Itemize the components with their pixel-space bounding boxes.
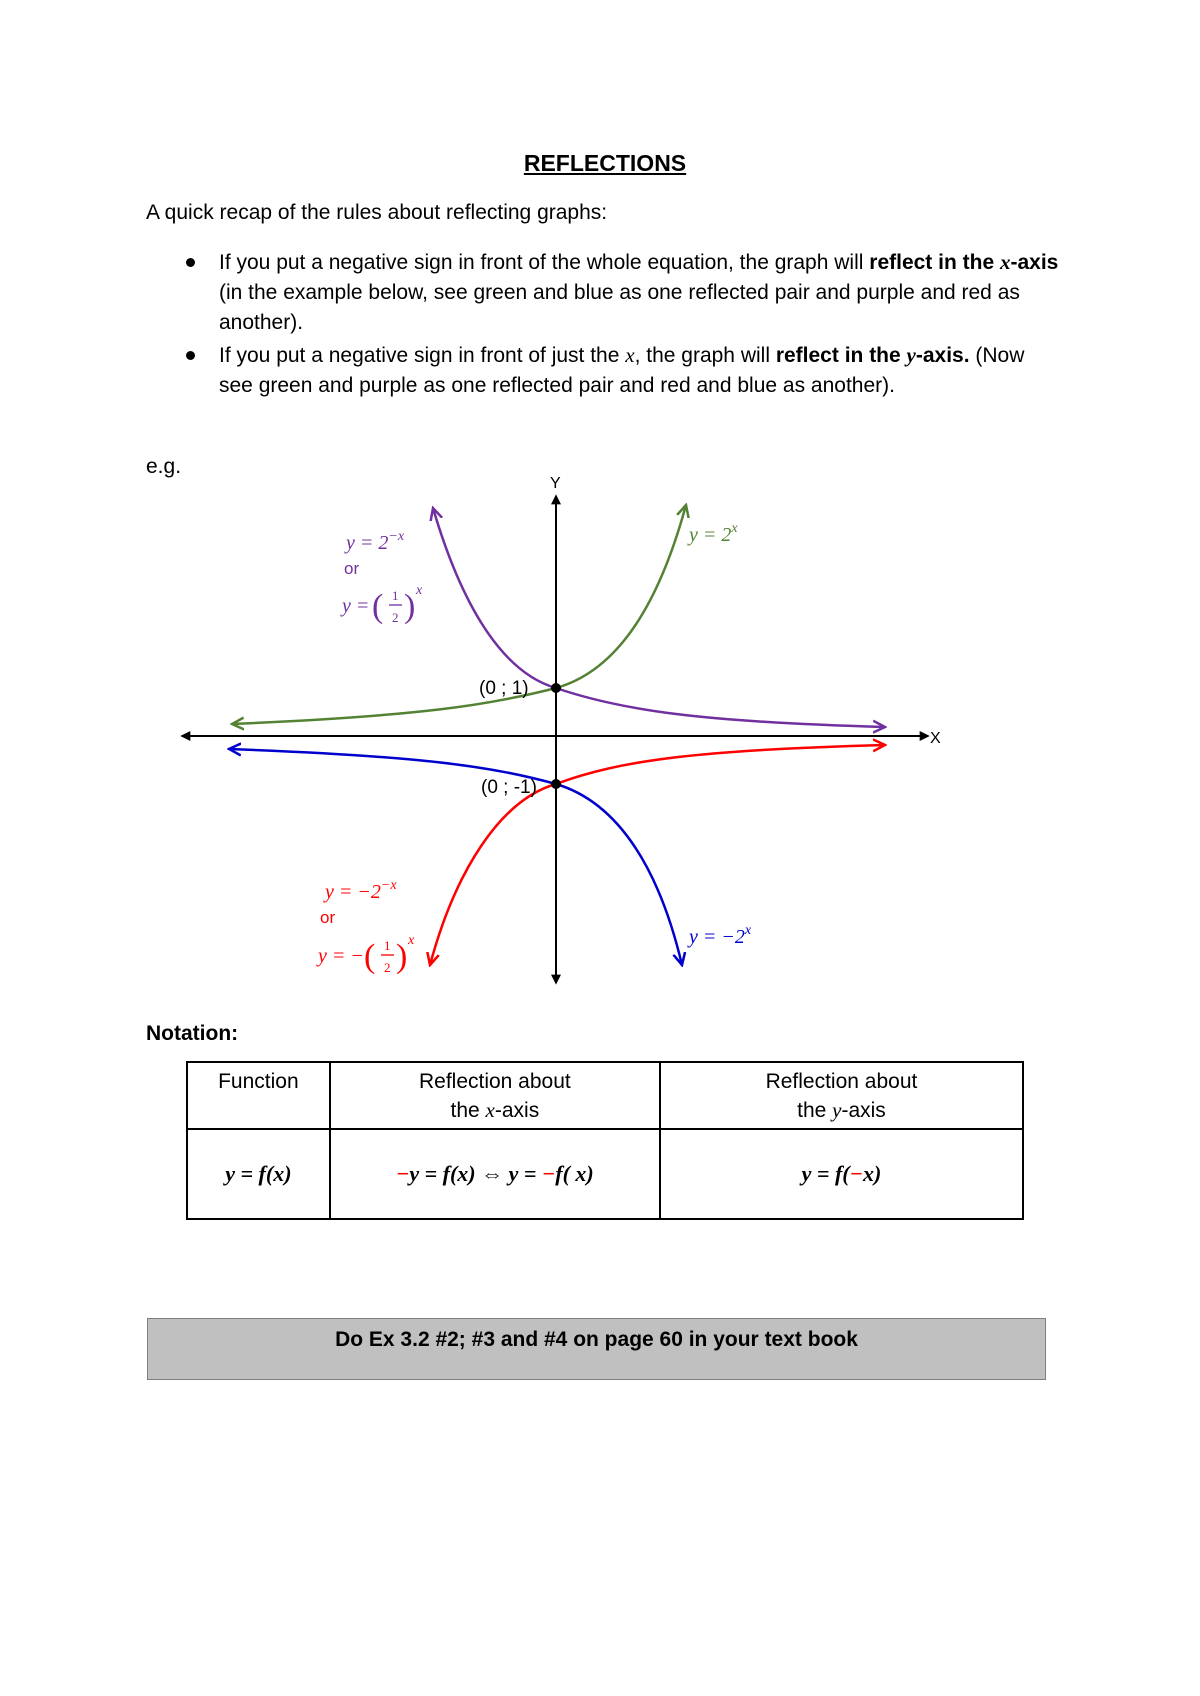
svg-text:2: 2	[384, 960, 391, 975]
x-axis-label: X	[930, 730, 941, 747]
cell-x-reflection: −y = f(x) ⇔ y = −f( x)	[330, 1129, 660, 1219]
svg-text:y = −: y = −	[318, 945, 364, 967]
svg-text:(: (	[372, 588, 384, 625]
page-title: REFLECTIONS	[523, 150, 687, 176]
svg-text:): )	[396, 938, 408, 975]
header-y-reflection: Reflection about the y-axis	[660, 1062, 1023, 1129]
point-0-1-label: (0 ; 1)	[479, 678, 529, 699]
svg-text:y =: y =	[342, 595, 370, 617]
header-function: Function	[187, 1062, 330, 1129]
label-blue: $y = -2^x$	[689, 923, 752, 948]
bullet-x-axis: If you put a negative sign in front of the whole equation, the graph will reflect in the x-axis (in the example below, see green and blue as one reflected pair and purple and red as another).	[182, 247, 1062, 338]
svg-text:x: x	[408, 933, 415, 948]
svg-text:1: 1	[392, 588, 399, 603]
table-row	[187, 1129, 1023, 1219]
reflection-graph	[170, 465, 960, 1005]
point-0-1	[551, 683, 561, 693]
label-red-1: $y = -2^{-x}$	[325, 878, 397, 903]
cell-y-reflection: y = f(−x)	[660, 1129, 1023, 1219]
svg-text:x: x	[416, 583, 423, 598]
intro-text: A quick recap of the rules about reflecting graphs:	[146, 201, 608, 224]
notation-table	[186, 1061, 1024, 1220]
label-green: $y = 2^x$	[689, 521, 738, 546]
label-purple-or: or	[344, 559, 360, 578]
example-label: e.g.	[146, 455, 182, 478]
svg-text:): )	[404, 588, 416, 625]
label-purple-2	[340, 583, 423, 625]
svg-text:2: 2	[392, 610, 399, 625]
point-0-neg1-label: (0 ; -1)	[481, 777, 537, 798]
svg-text:(: (	[364, 938, 376, 975]
table-header-row	[187, 1062, 1023, 1129]
bullet-dot-icon	[186, 258, 195, 267]
cell-function: y = f(x)	[187, 1129, 330, 1219]
curve-blue-neg-2x	[229, 749, 682, 965]
bullet-dot-icon	[186, 351, 195, 360]
svg-text:1: 1	[384, 938, 391, 953]
point-0-neg1	[551, 779, 561, 789]
y-axis-label: Y	[550, 475, 561, 492]
label-red-or: or	[320, 908, 336, 927]
curve-green-2x	[232, 505, 686, 724]
header-x-reflection: Reflection about the x-axis	[330, 1062, 660, 1129]
notation-label: Notation:	[146, 1022, 239, 1045]
exercise-box: Do Ex 3.2 #2; #3 and #4 on page 60 in your text book	[147, 1318, 1046, 1380]
bullet-y-axis: If you put a negative sign in front of just the x, the graph will reflect in the y-axis. (Now see green and purple as one reflected pair and red and blue as another).	[182, 340, 1062, 401]
label-purple-1: $y = 2^{-x}$	[346, 529, 405, 554]
label-red-2	[316, 933, 415, 975]
